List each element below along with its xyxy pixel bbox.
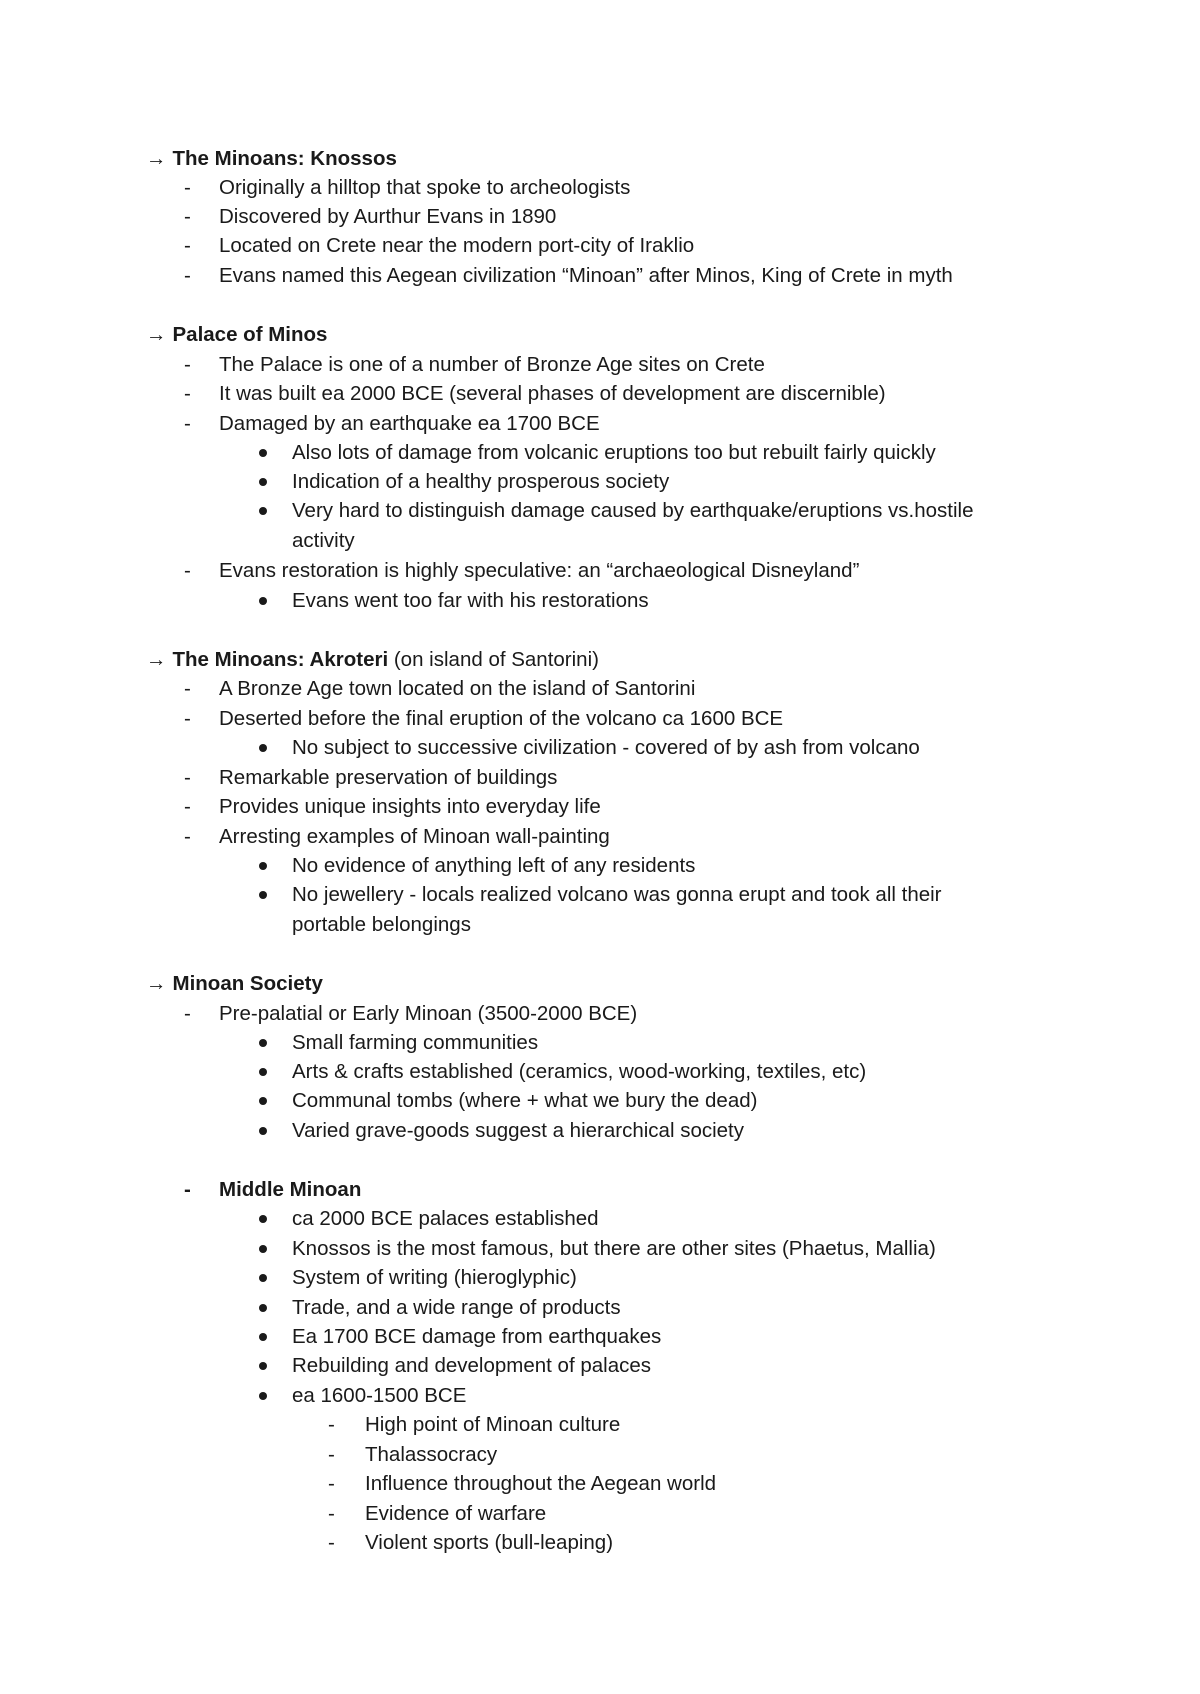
bullet-icon bbox=[259, 1245, 267, 1253]
bullet-icon bbox=[259, 1392, 267, 1400]
list-item: Deserted before the final eruption of the volcano ca 1600 BCE bbox=[219, 707, 784, 730]
bullet-icon bbox=[259, 1274, 267, 1282]
dash-marker: - bbox=[184, 795, 191, 818]
sub-list-item: ca 2000 BCE palaces established bbox=[292, 1207, 599, 1230]
arrow-icon: → bbox=[146, 648, 167, 671]
sub-list-item: No subject to successive civilization - covered of by ash from volcano bbox=[292, 736, 920, 759]
list-item: Remarkable preservation of buildings bbox=[219, 766, 558, 789]
section-heading-akroteri bbox=[146, 645, 599, 674]
sub-list-item: Rebuilding and development of palaces bbox=[292, 1354, 652, 1377]
sub-list-item: Varied grave-goods suggest a hierarchical society bbox=[292, 1119, 745, 1142]
sub-list-item: No evidence of anything left of any residents bbox=[292, 854, 696, 877]
dash-marker: - bbox=[184, 766, 191, 789]
bullet-icon bbox=[259, 744, 267, 752]
heading-text: The Minoans: Knossos bbox=[172, 147, 397, 170]
dash-marker: - bbox=[184, 1002, 191, 1025]
section-heading-knossos bbox=[146, 144, 397, 173]
bullet-icon bbox=[259, 507, 267, 515]
sub-list-item: Very hard to distinguish damage caused by earthquake/eruptions vs.hostile bbox=[292, 499, 974, 522]
sub-heading-middle-minoan: Middle Minoan bbox=[219, 1178, 362, 1201]
sub-sub-list-item: Violent sports (bull-leaping) bbox=[365, 1531, 614, 1554]
dash-marker: - bbox=[184, 234, 191, 257]
bullet-icon bbox=[259, 1039, 267, 1047]
list-item: Located on Crete near the modern port-city of Iraklio bbox=[219, 234, 695, 257]
list-item: A Bronze Age town located on the island of Santorini bbox=[219, 677, 696, 700]
section-heading-palace bbox=[146, 320, 327, 349]
bullet-icon bbox=[259, 449, 267, 457]
arrow-icon: → bbox=[146, 972, 167, 995]
sub-list-item: Trade, and a wide range of products bbox=[292, 1296, 621, 1319]
list-item: Arresting examples of Minoan wall-painting bbox=[219, 825, 610, 848]
dash-marker: - bbox=[184, 382, 191, 405]
bullet-icon bbox=[259, 1333, 267, 1341]
sub-list-item: Also lots of damage from volcanic eruptions too but rebuilt fairly quickly bbox=[292, 441, 936, 464]
heading-text: The Minoans: Akroteri bbox=[172, 648, 389, 671]
sub-list-item: Communal tombs (where + what we bury the dead) bbox=[292, 1089, 758, 1112]
dash-marker: - bbox=[328, 1413, 335, 1436]
sub-list-item: System of writing (hieroglyphic) bbox=[292, 1266, 577, 1289]
sub-list-item: Evans went too far with his restorations bbox=[292, 589, 649, 612]
bullet-icon bbox=[259, 1097, 267, 1105]
section-heading-society bbox=[146, 969, 323, 998]
dash-marker: - bbox=[184, 677, 191, 700]
bullet-icon bbox=[259, 1068, 267, 1076]
dash-marker: - bbox=[328, 1502, 335, 1525]
sub-list-item: ea 1600-1500 BCE bbox=[292, 1384, 467, 1407]
sub-list-item-continued: activity bbox=[292, 529, 355, 552]
dash-marker: - bbox=[184, 176, 191, 199]
list-item: Evans named this Aegean civilization “Minoan” after Minos, King of Crete in myth bbox=[219, 264, 953, 287]
list-item: The Palace is one of a number of Bronze Age sites on Crete bbox=[219, 353, 765, 376]
sub-list-item: No jewellery - locals realized volcano was gonna erupt and took all their bbox=[292, 883, 942, 906]
dash-marker: - bbox=[328, 1531, 335, 1554]
sub-list-item: Indication of a healthy prosperous society bbox=[292, 470, 670, 493]
sub-list-item: Small farming communities bbox=[292, 1031, 539, 1054]
sub-list-item: Arts & crafts established (ceramics, wood-working, textiles, etc) bbox=[292, 1060, 867, 1083]
list-item: Evans restoration is highly speculative: an “archaeological Disneyland” bbox=[219, 559, 860, 582]
list-item: Originally a hilltop that spoke to archeologists bbox=[219, 176, 631, 199]
dash-marker: - bbox=[184, 412, 191, 435]
bullet-icon bbox=[259, 1215, 267, 1223]
dash-marker: - bbox=[184, 825, 191, 848]
list-item: Damaged by an earthquake ea 1700 BCE bbox=[219, 412, 600, 435]
sub-list-item: Ea 1700 BCE damage from earthquakes bbox=[292, 1325, 662, 1348]
list-item: It was built ea 2000 BCE (several phases of development are discernible) bbox=[219, 382, 886, 405]
dash-marker: - bbox=[184, 559, 191, 582]
dash-marker: - bbox=[328, 1443, 335, 1466]
list-item: Provides unique insights into everyday life bbox=[219, 795, 601, 818]
dash-marker: - bbox=[184, 707, 191, 730]
dash-marker: - bbox=[184, 205, 191, 228]
arrow-icon: → bbox=[146, 323, 167, 346]
dash-marker: - bbox=[184, 264, 191, 287]
sub-list-item-continued: portable belongings bbox=[292, 913, 471, 936]
bullet-icon bbox=[259, 891, 267, 899]
bullet-icon bbox=[259, 862, 267, 870]
sub-list-item: Knossos is the most famous, but there are other sites (Phaetus, Mallia) bbox=[292, 1237, 936, 1260]
sub-sub-list-item: Influence throughout the Aegean world bbox=[365, 1472, 717, 1495]
bullet-icon bbox=[259, 597, 267, 605]
bullet-icon bbox=[259, 478, 267, 486]
list-item: Discovered by Aurthur Evans in 1890 bbox=[219, 205, 557, 228]
bullet-icon bbox=[259, 1362, 267, 1370]
dash-marker: - bbox=[184, 1178, 191, 1201]
sub-sub-list-item: Evidence of warfare bbox=[365, 1502, 547, 1525]
list-item: Pre-palatial or Early Minoan (3500-2000 BCE) bbox=[219, 1002, 638, 1025]
heading-note: (on island of Santorini) bbox=[393, 648, 599, 671]
sub-sub-list-item: High point of Minoan culture bbox=[365, 1413, 621, 1436]
bullet-icon bbox=[259, 1127, 267, 1135]
dash-marker: - bbox=[184, 353, 191, 376]
sub-sub-list-item: Thalassocracy bbox=[365, 1443, 498, 1466]
arrow-icon: → bbox=[146, 147, 167, 170]
bullet-icon bbox=[259, 1304, 267, 1312]
heading-text: Palace of Minos bbox=[172, 323, 328, 346]
heading-text: Minoan Society bbox=[172, 972, 323, 995]
dash-marker: - bbox=[328, 1472, 335, 1495]
